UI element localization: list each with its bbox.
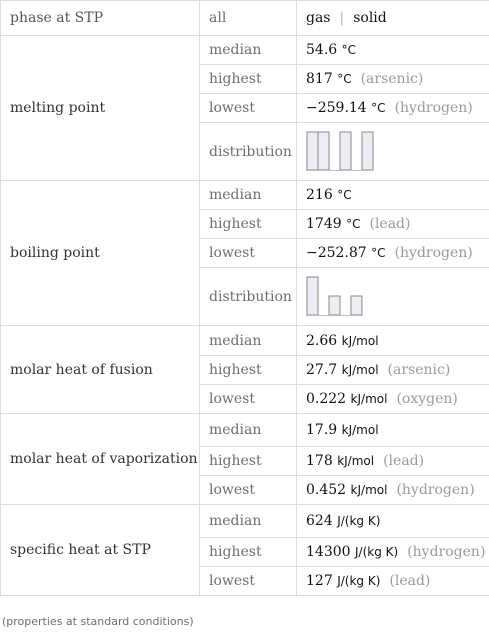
header-phase-at-stp: phase at STP [1, 1, 200, 36]
stat-label: median [200, 181, 297, 210]
vaporization-median-value: 17.9 kJ/mol [297, 414, 489, 447]
boiling-histogram-bar-0 [307, 277, 318, 315]
table-row [1, 414, 489, 447]
table-row [1, 181, 489, 210]
stat-label: distribution [200, 268, 297, 326]
property-molar-heat-of-vaporization: molar heat of vaporization [1, 414, 200, 505]
stat-label: lowest [200, 567, 297, 596]
vaporization-highest-value: 178 kJ/mol (lead) [297, 447, 489, 476]
vaporization-lowest-value: 0.452 kJ/mol (hydrogen) [297, 476, 489, 505]
footnote-caption: (properties at standard conditions) [2, 615, 194, 628]
header-phases [297, 1, 489, 36]
boiling-distribution-histogram [306, 275, 386, 319]
specific-heat-highest-value: 14300 J/(kg K) (hydrogen) [297, 538, 489, 567]
boiling-median-value: 216 °C [297, 181, 489, 210]
melting-highest-value: 817 °C (arsenic) [297, 65, 489, 94]
stat-label: highest [200, 447, 297, 476]
stat-label: median [200, 326, 297, 356]
specific-heat-lowest-value: 127 J/(kg K) (lead) [297, 567, 489, 596]
melting-histogram-bar-5 [362, 132, 373, 170]
phase-separator: | [339, 10, 345, 26]
stat-label: highest [200, 65, 297, 94]
stat-label: median [200, 414, 297, 447]
stat-label: lowest [200, 385, 297, 414]
boiling-lowest-value: −252.87 °C (hydrogen) [297, 239, 489, 268]
table-row [1, 36, 489, 65]
property-specific-heat-at-stp: specific heat at STP [1, 505, 200, 596]
stat-label: highest [200, 210, 297, 239]
melting-histogram-bar-3 [340, 132, 351, 170]
fusion-highest-value: 27.7 kJ/mol (arsenic) [297, 356, 489, 385]
melting-histogram-bar-1 [318, 132, 329, 170]
boiling-histogram-bar-4 [351, 296, 362, 315]
stat-label: distribution [200, 123, 297, 181]
phase-solid: solid [353, 10, 387, 26]
header-all: all [200, 1, 297, 36]
property-boiling-point: boiling point [1, 181, 200, 326]
fusion-lowest-value: 0.222 kJ/mol (oxygen) [297, 385, 489, 414]
stat-label: highest [200, 356, 297, 385]
property-melting-point: melting point [1, 36, 200, 181]
boiling-distribution-cell [297, 268, 489, 326]
boiling-histogram-bar-2 [329, 296, 340, 315]
melting-lowest-value: −259.14 °C (hydrogen) [297, 94, 489, 123]
melting-histogram-bar-0 [307, 132, 318, 170]
table-row [1, 505, 489, 538]
stat-label: highest [200, 538, 297, 567]
property-molar-heat-of-fusion: molar heat of fusion [1, 326, 200, 414]
stat-label: lowest [200, 476, 297, 505]
stat-label: lowest [200, 94, 297, 123]
phase-gas: gas [306, 10, 331, 26]
melting-distribution-histogram [306, 130, 386, 174]
boiling-highest-value: 1749 °C (lead) [297, 210, 489, 239]
melting-distribution-cell [297, 123, 489, 181]
stat-label: lowest [200, 239, 297, 268]
melting-median-value: 54.6 °C [297, 36, 489, 65]
stat-label: median [200, 505, 297, 538]
fusion-median-value: 2.66 kJ/mol [297, 326, 489, 356]
stat-label: median [200, 36, 297, 65]
table-row [1, 326, 489, 356]
header-row [1, 1, 489, 36]
specific-heat-median-value: 624 J/(kg K) [297, 505, 489, 538]
